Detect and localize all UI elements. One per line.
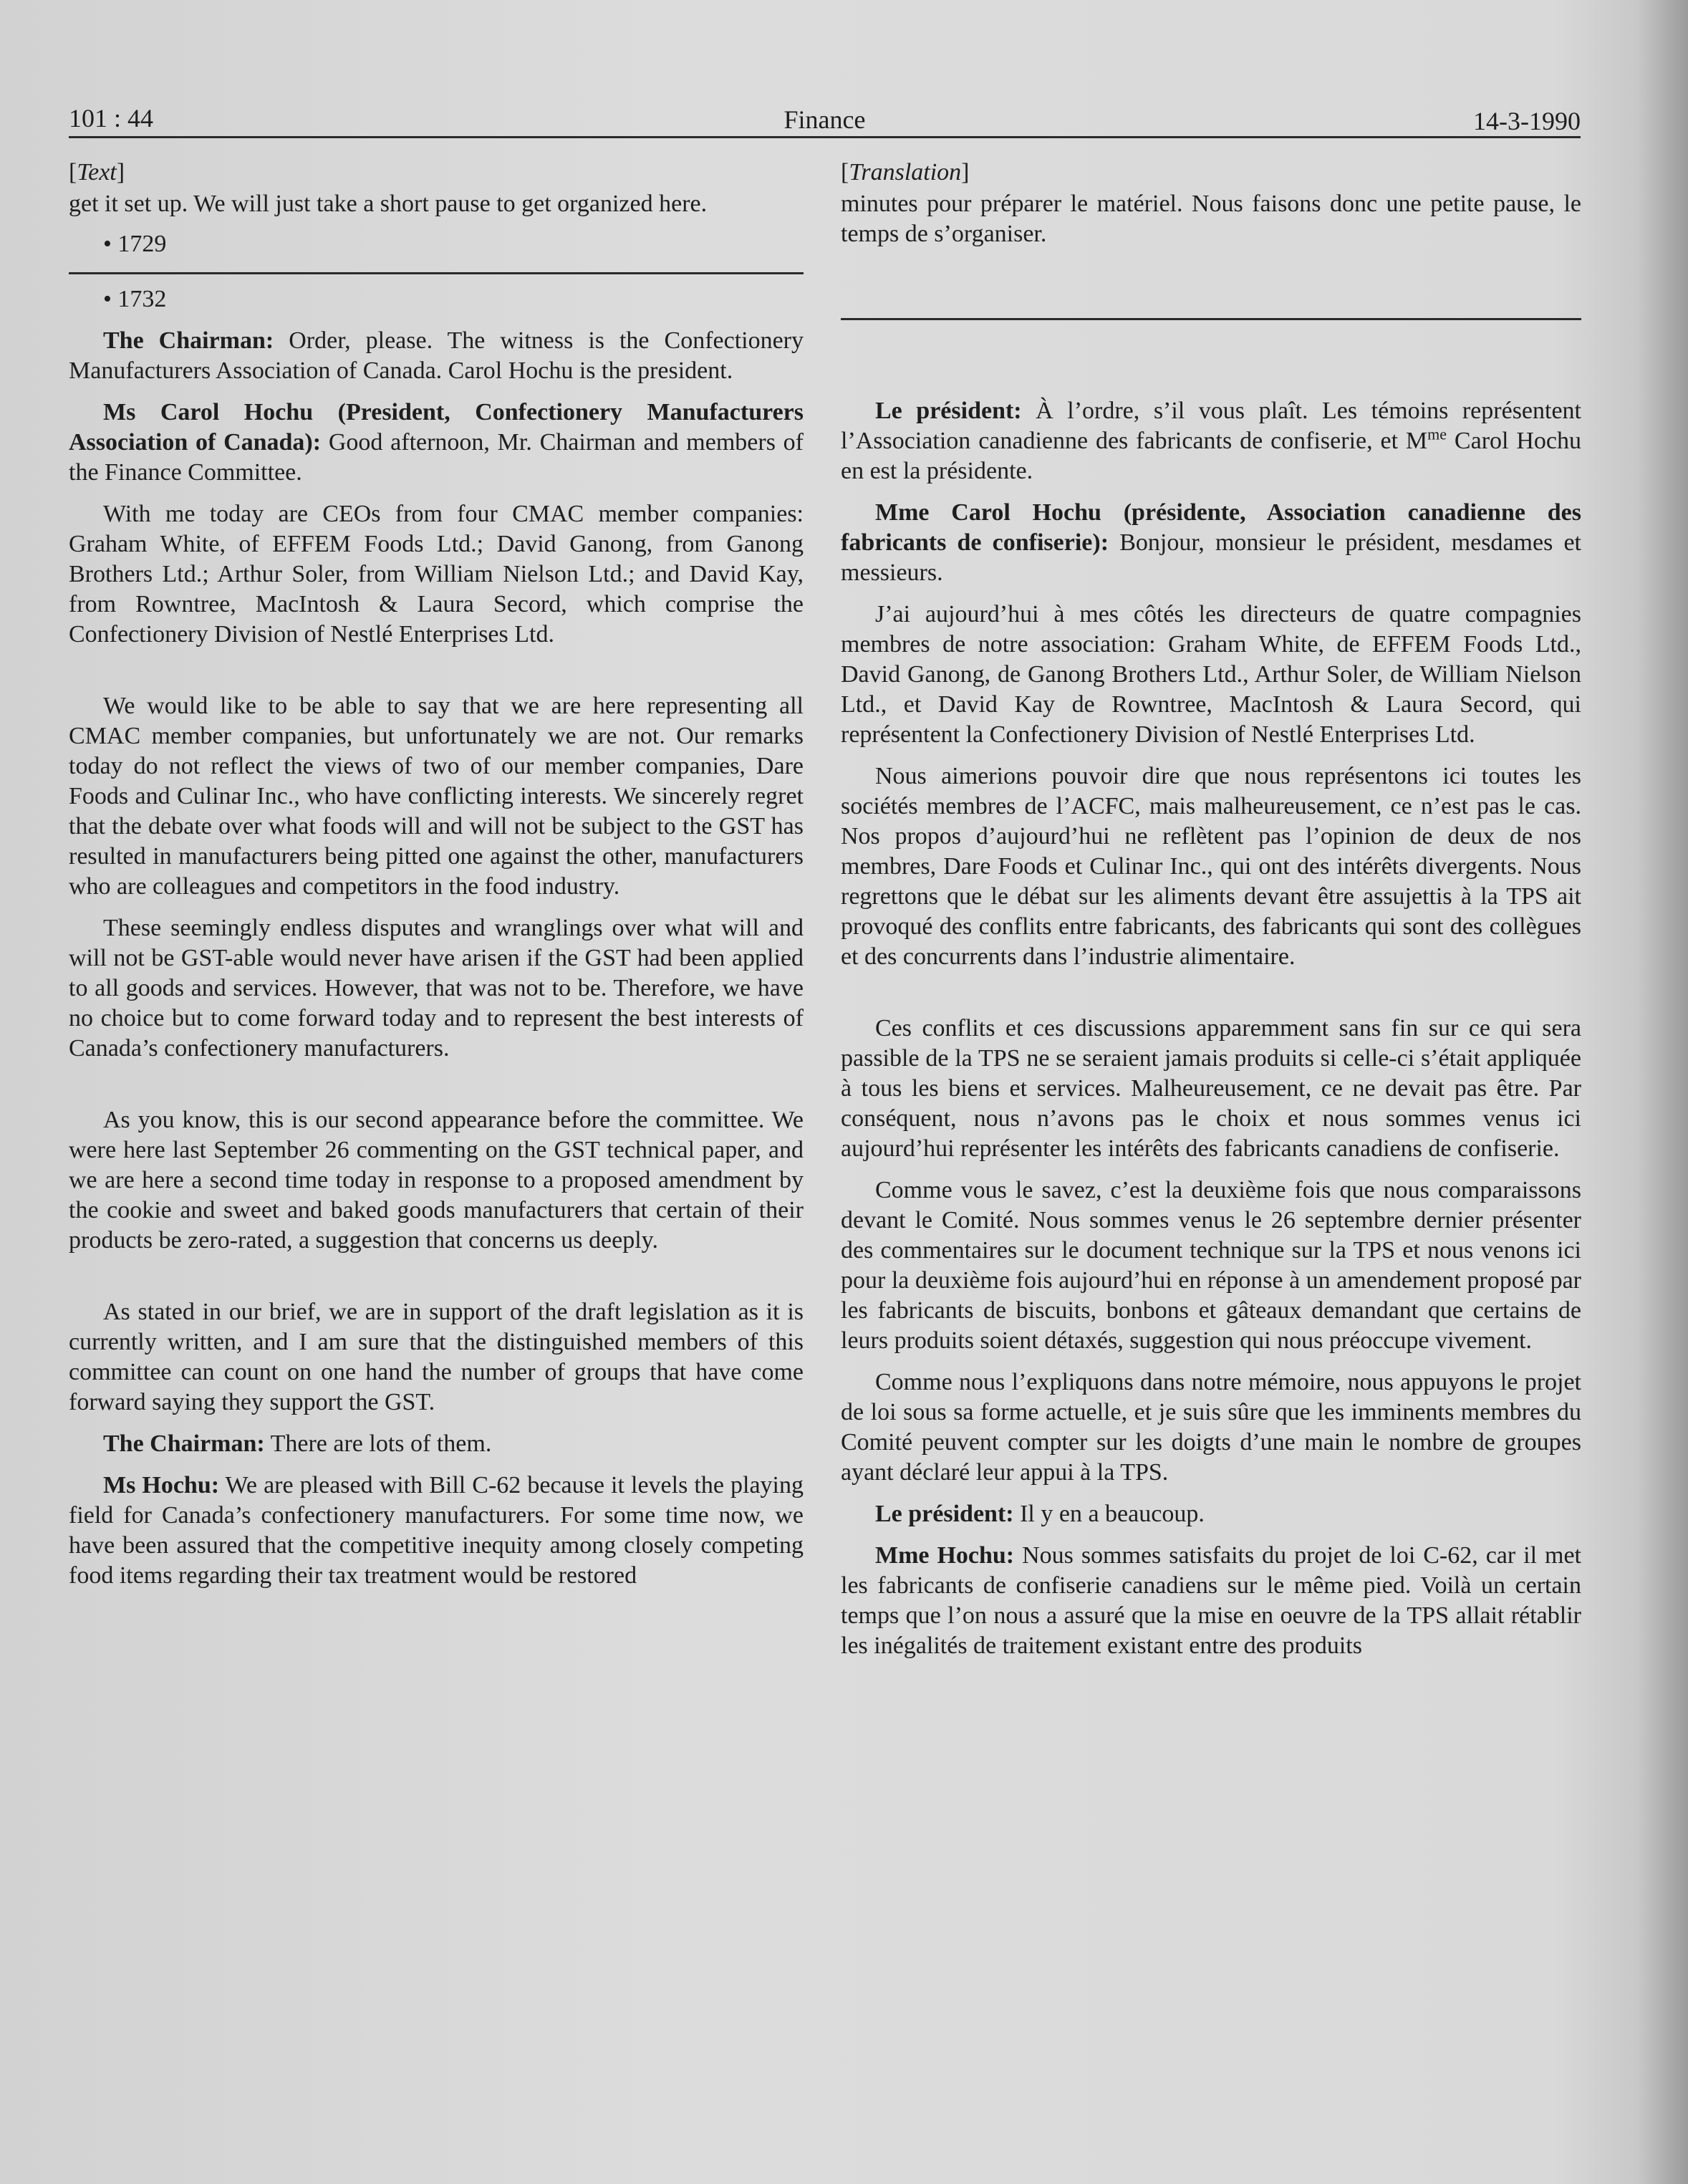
speech-text: We are pleased with Bill C-62 because it levels the playing field for Canada’s confectionery manufacturers. For some time now, we have been assured that the competitive inequity among closely competing food items regarding their tax treatment would be restored bbox=[69, 1472, 804, 1589]
speech-text: Il y en a beaucoup. bbox=[1013, 1501, 1205, 1527]
speech-text: À l’ordre, s’il vous plaît. Les témoins représentent l’Association canadienne des fabricants de confiserie, et M bbox=[841, 398, 1581, 454]
paragraph-hochu-intro bbox=[69, 398, 804, 488]
speaker-name: The Chairman: bbox=[103, 1430, 265, 1457]
translation-tag-label: Translation bbox=[849, 159, 962, 186]
speech-text: Bonjour, monsieur le président, mesdames et messieurs. bbox=[841, 529, 1582, 586]
paragraph-president-beaucoup bbox=[841, 1499, 1581, 1529]
paragraph-representons: Nous aimerions pouvoir dire que nous représentons ici toutes les sociétés membres de l’ACFC, mais malheureusement, ce n’est pas le cas. Nos propos d’aujourd’hui ne reflètent pas l’opinion de deux de nos membres, Dare Foods et Culinar Inc., qui ont des intérêts divergents. Nous regrettons que le débat sur les aliments devant être assujettis à la TPS ait provoqué des conflits entre fabricants, des fabricants qui sont des collègues et des concurrents dans l’industrie alimentaire. bbox=[841, 763, 1581, 970]
superscript: me bbox=[1427, 425, 1447, 443]
page-number: 101 : 44 bbox=[69, 104, 154, 133]
speech-text: Order, please. The witness is the Confectionery Manufacturers Association of Canada. Carol Hochu is the president. bbox=[69, 327, 804, 384]
speech-text: Good afternoon, Mr. Chairman and members of the Finance Committee. bbox=[69, 429, 804, 486]
paragraph-representing: We would like to be able to say that we are here representing all CMAC member companies, but unfortunately we are not. Our remarks today do not reflect the views of two of our member companies, Dare Foods and Culinar Inc., who have conflicting interests. We sincerely regret that the debate over what foods will and will not be subject to the GST has resulted in manufacturers being pitted one against the other, manufacturers who are colleagues and competitors in the food industry. bbox=[69, 693, 804, 900]
paragraph-conflits: Ces conflits et ces discussions apparemment sans fin sur ce qui sera passible de la TPS ne se seraient jamais produits si celle-ci s’était appliquée à tous les biens et services. Malheureusement, ce ne devait pas être. Par conséquent, nous n’avons pas le choix et nous sommes venus ici aujourd’hui représenter les intérêts des fabricants canadiens de confiserie. bbox=[841, 1015, 1581, 1162]
paragraph-continuation: minutes pour préparer le matériel. Nous faisons donc une petite pause, le temps de s’organiser. bbox=[841, 191, 1581, 247]
french-column bbox=[841, 158, 1581, 1673]
speaker-name: The Chairman: bbox=[103, 327, 274, 354]
paragraph-continuation: get it set up. We will just take a short pause to get organized here. bbox=[69, 191, 708, 217]
paragraph-chairman-order bbox=[69, 326, 804, 386]
speaker-name: Le président: bbox=[875, 398, 1022, 424]
paragraph-hochu-intro bbox=[841, 498, 1581, 588]
speaker-name: Mme Hochu: bbox=[875, 1542, 1015, 1569]
speaker-name: Le président: bbox=[875, 1501, 1014, 1527]
speech-text: There are lots of them. bbox=[264, 1430, 492, 1457]
speaker-name: Ms Hochu: bbox=[103, 1472, 220, 1499]
paragraph-support: As stated in our brief, we are in support of the draft legislation as it is currently written, and I am sure that the distinguished members of this committee can count on one hand the number of groups that have come forward saying they support the GST. bbox=[69, 1299, 804, 1415]
text-tag-label: Text bbox=[77, 159, 117, 186]
speech-text: Nous sommes satisfaits du projet de loi C-62, car il met les fabricants de confiserie canadiens sur le même pied. Voilà un certain temps que l’on nous a assuré que la mise en oeuvre de la TPS allait rétablir les inégalités de traitement existant entre des produits bbox=[841, 1542, 1581, 1659]
timestamp-1732: • 1732 bbox=[103, 286, 167, 312]
paragraph-directeurs: J’ai aujourd’hui à mes côtés les directeurs de quatre compagnies membres de notre association: Graham White, de EFFEM Foods Ltd., David Ganong, de Ganong Brothers Ltd., Arthur Soler, de William Nielson Ltd., et David Kay de Rowntree, MacIntosh & Laura Secord, qui représentent la Confectionery Division of Nestlé Enterprises Ltd. bbox=[841, 601, 1581, 748]
paragraph-hochu-bill bbox=[69, 1471, 804, 1591]
speech-text: Carol Hochu en est la présidente. bbox=[841, 428, 1581, 484]
paragraph-deuxieme-fois: Comme vous le savez, c’est la deuxième fois que nous comparaissons devant le Comité. Nous sommes venus le 26 septembre dernier présenter des commentaires sur le document technique sur la TPS et nous venons ici pour la deuxième fois aujourd’hui en réponse à un amendement proposé par les fabricants de biscuits, bonbons et gâteaux demandant que certains de leurs produits soient détaxés, suggestion qui nous préoccupe vivement. bbox=[841, 1177, 1581, 1354]
speaker-name: Ms Carol Hochu (President, Confectionery Manufacturers Association of Canada): bbox=[69, 399, 804, 456]
speaker-name: Mme Carol Hochu (présidente, Association canadienne des fabricants de confiserie): bbox=[841, 499, 1581, 556]
text-tag: [Text] bbox=[69, 159, 125, 186]
paragraph-hochu-projet bbox=[841, 1541, 1581, 1661]
section-divider bbox=[841, 318, 1581, 320]
sitting-date: 14-3-1990 bbox=[1473, 107, 1581, 135]
paragraph-chairman-lots bbox=[69, 1429, 804, 1459]
paragraph-appui: Comme nous l’expliquons dans notre mémoire, nous appuyons le projet de loi sous sa forme actuelle, et je suis sûre que les imminents membres du Comité peuvent compter sur les doigts d’une main le nombre de groupes ayant déclaré leur appui à la TPS. bbox=[841, 1369, 1581, 1486]
section-divider bbox=[69, 272, 804, 274]
page-header bbox=[69, 97, 1581, 138]
translation-tag: [Translation] bbox=[841, 159, 970, 186]
english-column bbox=[69, 158, 804, 1602]
timestamp-1729: • 1729 bbox=[103, 231, 167, 257]
paragraph-disputes: These seemingly endless disputes and wranglings over what will and will not be GST-able would never have arisen if the GST had been applied to all goods and services. However, that was not to be. Therefore, we have no choice but to come forward today and to represent the best interests of Canada’s confectionery manufacturers. bbox=[69, 915, 804, 1062]
paragraph-second-appearance: As you know, this is our second appearance before the committee. We were here last September 26 commenting on the GST technical paper, and we are here a second time today in response to a proposed amendment by the cookie and sweet and baked goods manufacturers that certain of their products be zero-rated, a suggestion that concerns us deeply. bbox=[69, 1107, 804, 1254]
paragraph-president-ordre bbox=[841, 396, 1581, 486]
committee-title: Finance bbox=[783, 105, 866, 134]
paragraph-ceos: With me today are CEOs from four CMAC member companies: Graham White, of EFFEM Foods Ltd.; David Ganong, from Ganong Brothers Ltd.; Arthur Soler, from William Nielson Ltd.; and David Kay, from Rowntree, MacIntosh & Laura Secord, which comprise the Confectionery Division of Nestlé Enterprises Ltd. bbox=[69, 501, 804, 648]
